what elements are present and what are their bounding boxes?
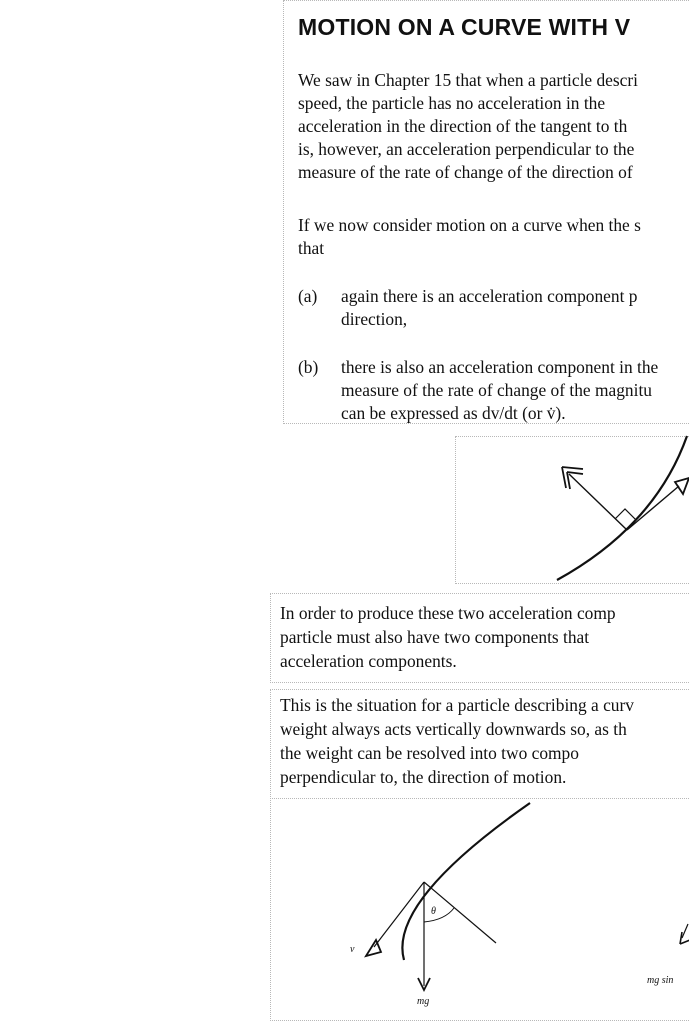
- item-line: there is also an acceleration component in the: [341, 357, 659, 377]
- situation-line: perpendicular to, the direction of motion.: [280, 767, 567, 787]
- item-line: measure of the rate of change of the magnitu: [341, 380, 652, 400]
- intro-line: is, however, an acceleration perpendicular to the: [298, 139, 635, 159]
- weight-diagram: [270, 798, 689, 1014]
- item-marker: (b): [298, 357, 319, 377]
- item-line: can be expressed as dv/dt (or v̇).: [341, 403, 566, 423]
- tangent-arrowhead-icon: [675, 478, 689, 494]
- intro-line: measure of the rate of change of the direction of: [298, 162, 633, 182]
- situation-line: the weight can be resolved into two compo: [280, 743, 579, 763]
- item-line: again there is an acceleration component p: [341, 286, 638, 306]
- page-title: MOTION ON A CURVE WITH V: [298, 14, 631, 40]
- situation-line: This is the situation for a particle describing a curv: [280, 695, 634, 715]
- forces-line: In order to produce these two acceleration comp: [280, 603, 616, 623]
- acceleration-diagram: [455, 436, 689, 582]
- weight-label: mg: [417, 996, 430, 1007]
- item-line: direction,: [341, 309, 408, 329]
- variable-line: that: [298, 238, 325, 258]
- intro-line: We saw in Chapter 15 that when a particle descri: [298, 70, 639, 90]
- tangent-arrow-line: [627, 486, 679, 530]
- component-arrowhead-icon: [680, 932, 689, 944]
- velocity-arrow-line: [374, 882, 424, 947]
- component-label: mg sin: [647, 975, 674, 986]
- intro-line: speed, the particle has no acceleration in the: [298, 93, 606, 113]
- component-arrow-line: [682, 924, 688, 938]
- item-marker: (a): [298, 286, 318, 306]
- intro-line: acceleration in the direction of the tangent to th: [298, 116, 628, 136]
- forces-line: acceleration components.: [280, 651, 457, 671]
- velocity-label: v: [350, 944, 355, 955]
- path-curve: [402, 803, 530, 960]
- angle-arc-icon: [424, 908, 454, 922]
- variable-line: If we now consider motion on a curve when the s: [298, 215, 641, 235]
- velocity-arrowhead-icon: [366, 940, 381, 956]
- normal-arrow-line: [569, 474, 627, 530]
- right-angle-icon: [615, 509, 636, 520]
- path-curve: [557, 436, 687, 580]
- angle-label: θ: [431, 906, 436, 917]
- forces-line: particle must also have two components that: [280, 627, 590, 647]
- situation-line: weight always acts vertically downwards so, as th: [280, 719, 627, 739]
